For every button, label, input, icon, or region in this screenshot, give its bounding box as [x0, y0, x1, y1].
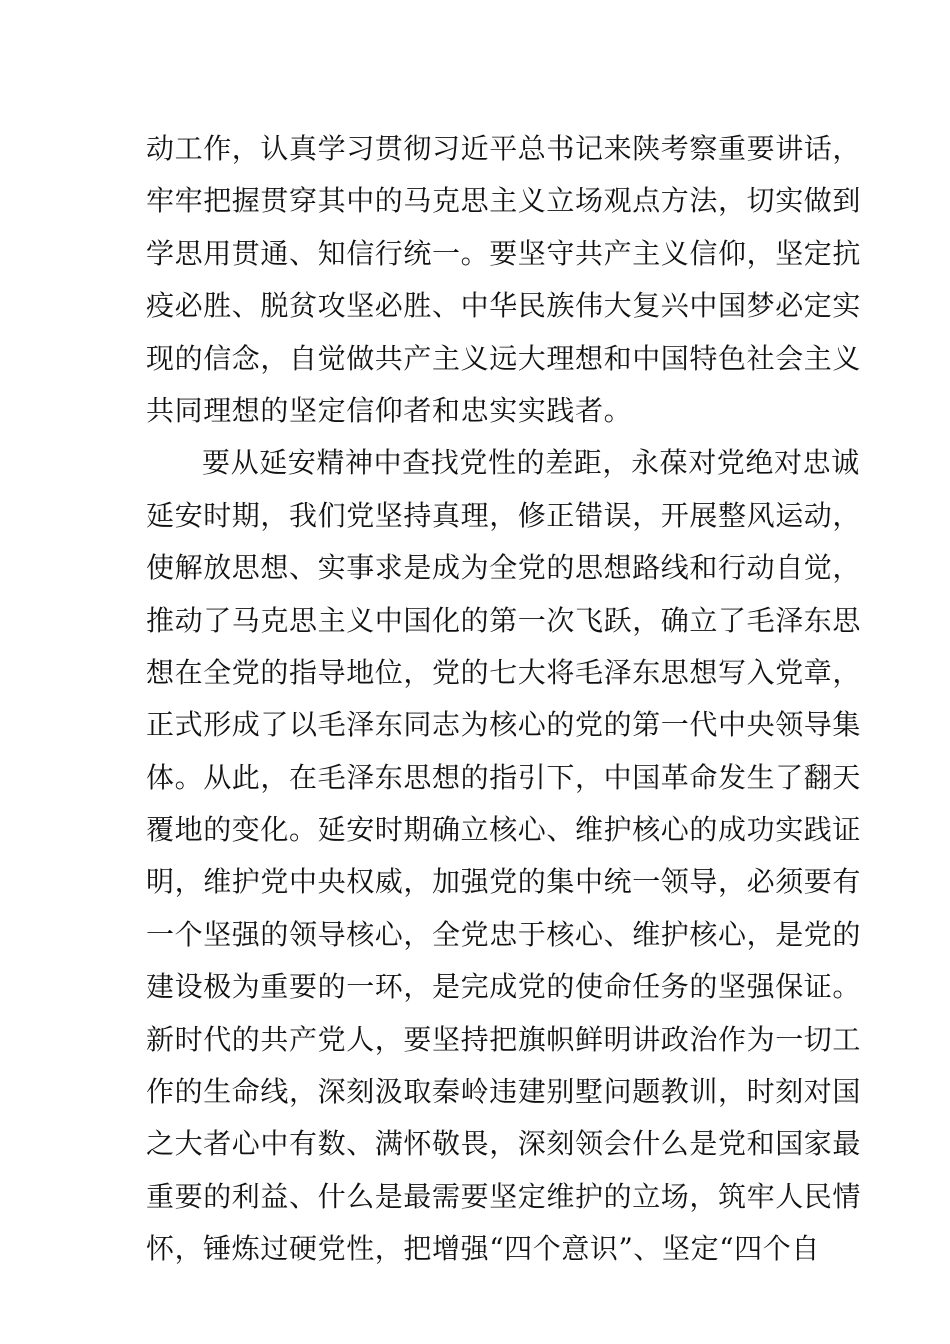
section-heading-line: 要从延安精神中查找党性的差距，永葆对党绝对忠诚	[202, 446, 860, 480]
text-line: 明，维护党中央权威，加强党的集中统一领导，必须要有	[146, 865, 862, 899]
text-line: 正式形成了以毛泽东同志为核心的党的第一代中央领导集	[146, 708, 862, 742]
text-line: 使解放思想、实事求是成为全党的思想路线和行动自觉，	[146, 551, 862, 585]
text-line: 动工作，认真学习贯彻习近平总书记来陕考察重要讲话，	[146, 132, 862, 165]
text-line: 新时代的共产党人，要坚持把旗帜鲜明讲政治作为一切工	[146, 1022, 862, 1056]
text-line: 怀，锤炼过硬党性，把增强“四个意识”、坚定“四个自	[146, 1232, 820, 1266]
text-line: 覆地的变化。延安时期确立核心、维护核心的成功实践证	[146, 813, 862, 847]
text-line: 想在全党的指导地位，党的七大将毛泽东思想写入党章，	[146, 655, 862, 689]
body-text	[146, 123, 862, 1276]
text-line: 一个坚强的领导核心，全党忠于核心、维护核心，是党的	[146, 917, 862, 951]
text-line: 重要的利益、什么是最需要坚定维护的立场，筑牢人民情	[146, 1179, 862, 1213]
text-line: 延安时期，我们党坚持真理，修正错误，开展整风运动，	[146, 498, 862, 532]
text-line: 作的生命线，深刻汲取秦岭违建别墅问题教训，时刻对国	[146, 1075, 862, 1109]
text-line: 学思用贯通、知信行统一。要坚守共产主义信仰，坚定抗	[146, 236, 862, 270]
text-line: 牢牢把握贯穿其中的马克思主义立场观点方法，切实做到	[146, 184, 862, 218]
text-line: 推动了马克思主义中国化的第一次飞跃，确立了毛泽东思	[146, 603, 862, 637]
text-line: 之大者心中有数、满怀敬畏，深刻领会什么是党和国家最	[146, 1127, 862, 1161]
text-line: 共同理想的坚定信仰者和忠实实践者。	[146, 393, 633, 427]
text-line: 现的信念，自觉做共产主义远大理想和中国特色社会主义	[146, 341, 862, 375]
text-line: 建设极为重要的一环，是完成党的使命任务的坚强保证。	[146, 970, 862, 1004]
text-line: 疫必胜、脱贫攻坚必胜、中华民族伟大复兴中国梦必定实	[146, 289, 862, 323]
text-line: 体。从此，在毛泽东思想的指引下，中国革命发生了翻天	[146, 760, 862, 794]
